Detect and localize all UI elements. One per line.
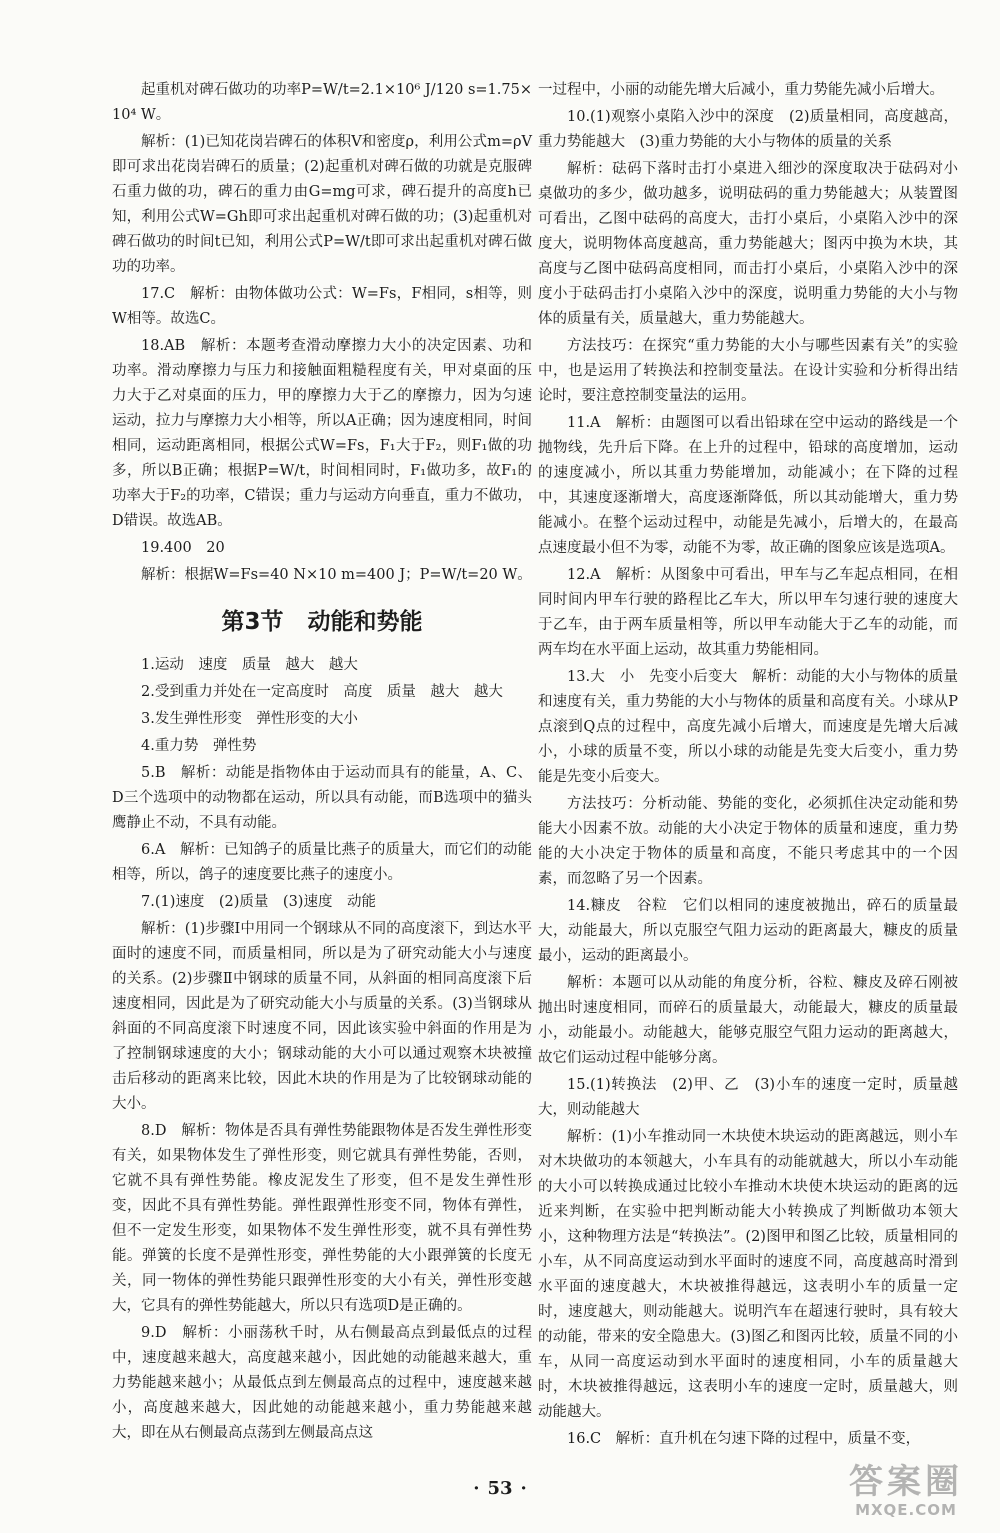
paragraph: 4.重力势 弹性势 [141,738,257,754]
section-title [112,610,532,635]
paragraph: 13.大 小 先变小后变大 解析：动能的大小与物体的质量和速度有关，重力势能的大小与物体的质量和高度有关。小球从P点滚到Q点的过程中，高度先减小后增大，而速度是先增大后减小，小球的质量不变，所以小球的动能是先变大后变小，重力势能是先变小后变大。 [538,669,958,785]
paragraph: 8.D 解析：物体是否具有弹性势能跟物体是否发生弹性形变有关，如果物体发生了弹性形变，则它就具有弹性势能，否则，它就不具有弹性势能。橡皮泥发生了形变，但不是发生弹性形变，因此不具有弹性势能。弹性跟弹性形变不同，物体有弹性，但不一定发生形变，如果物体不发生弹性形变，就不具有弹性势能。弹簧的长度不是弹性形变，弹性势能的大小跟弹簧的长度无关，同一物体的弹性势能只跟弹性形变的大小有关，弹性形变越大，它具有的弹性势能越大，所以只有选项D是正确的。 [112,1123,532,1314]
watermark [826,1463,986,1521]
page-number: · 53 · [473,1478,527,1499]
paragraph: 5.B 解析：动能是指物体由于运动而具有的能量，A、C、D三个选项中的动物都在运动，所以具有动能，而B选项中的猫头鹰静止不动，不具有动能。 [112,765,532,831]
paragraph: 方法技巧：分析动能、势能的变化，必须抓住决定动能和势能大小因素不放。动能的大小决定于物体的质量和速度，重力势能的大小决定于物体的质量和高度，不能只考虑其中的一个因素，而忽略了另一个因素。 [538,796,958,887]
paragraph: 解析：本题可以从动能的角度分析，谷粒、糠皮及碎石刚被抛出时速度相同，而碎石的质量最大，动能最大，糠皮的质量最小，动能最小。动能越大，能够克服空气阻力运动的距离越大，故它们运动过程中能够分离。 [538,975,958,1066]
paragraph: 2.受到重力并处在一定高度时 高度 质量 越大 越大 [141,684,503,700]
paragraph: 解析：根据W=Fs=40 N×10 m=400 J；P=W/t=20 W。 [141,567,532,583]
paragraph: 解析：(1)步骤Ⅰ中用同一个钢球从不同的高度滚下，到达水平面时的速度不同，而质量相同，所以是为了研究动能大小与速度的关系。(2)步骤Ⅱ中钢球的质量不同，从斜面的相同高度滚下后速度相同，因此是为了研究动能大小与质量的关系。(3)当钢球从斜面的不同高度滚下时速度不同，因此该实验中斜面的作用是为了控制钢球速度的大小；钢球动能的大小可以通过观察木块被撞击后移动的距离来比较，因此木块的作用是为了比较钢球动能的大小。 [112,921,532,1112]
paragraph: 11.A 解析：由题图可以看出铅球在空中运动的路线是一个抛物线，先升后下降。在上升的过程中，铅球的高度增加，运动的速度减小，所以其重力势能增加，动能减小；在下降的过程中，其速度逐渐增大，高度逐渐降低，所以其动能增大，重力势能减小。在整个运动过程中，动能是先减小，后增大的，在最高点速度最小但不为零，动能不为零，故正确的图象应该是选项A。 [538,415,958,556]
paragraph: 14.糠皮 谷粒 它们以相同的速度被抛出，碎石的质量最大，动能最大，所以克服空气阻力运动的距离最大，糠皮的质量最小，运动的距离最小。 [538,898,958,964]
page-number-value: 53 [487,1478,513,1499]
paragraph: 7.(1)速度 (2)质量 (3)速度 动能 [141,894,376,910]
paragraph: 9.D 解析：小丽荡秋千时，从右侧最高点到最低点的过程中，速度越来越大，高度越来越小，因此她的动能越来越大，重力势能越来越小；从最低点到左侧最高点的过程中，速度越来越小，高度越来越大，因此她的动能越来越小，重力势能越来越大，即在从右侧最高点荡到左侧最高点这 [112,1325,532,1441]
paragraph: 解析：(1)小车推动同一木块使木块运动的距离越远，则小车对木块做功的本领越大，小车具有的动能就越大，所以小车动能的大小可以转换成通过比较小车推动木块使木块运动的距离的远近来判断，在实验中把判断动能大小转换成了判断做功本领大小，这种物理方法是“转换法”。(2)图甲和图乙比较，质量相同的小车，从不同高度运动到水平面时的速度不同，高度越高时滑到水平面的速度越大，木块被推得越远，这表明小车的质量一定时，速度越大，则动能越大。说明汽车在超速行驶时，具有较大的动能，带来的安全隐患大。(3)图乙和图丙比较，质量不同的小车，从同一高度运动到水平面时的速度相同，小车的质量越大时，木块被推得越远，这表明小车的速度一定时，质量越大，则动能越大。 [538,1129,958,1420]
section-name: 动能和势能 [307,609,423,635]
paragraph: 16.C 解析：直升机在匀速下降的过程中，质量不变， [567,1431,921,1447]
paragraph: 一过程中，小丽的动能先增大后减小，重力势能先减小后增大。 [538,82,944,98]
paragraph: 15.(1)转换法 (2)甲、乙 (3)小车的速度一定时，质量越大，则动能越大 [538,1077,958,1118]
paragraph: 18.AB 解析：本题考查滑动摩擦力大小的决定因素、功和功率。滑动摩擦力与压力和接触面粗糙程度有关，甲对桌面的压力大于乙对桌面的压力，甲的摩擦力大于乙的摩擦力，因为匀速运动，拉力与摩擦力大小相等，所以A正确；因为速度相同，时间相同，运动距离相同，根据公式W=Fs，F₁大于F₂，则F₁做的功多，所以B正确；根据P=W/t，时间相同时，F₁做功多，故F₁的功率大于F₂的功率，C错误；重力与运动方向垂直，重力不做功，D错误。故选AB。 [112,338,532,529]
left-column [112,78,532,1448]
paragraph: 3.发生弹性形变 弹性形变的大小 [141,711,358,727]
paragraph: 解析：砝码下落时击打小桌进入细沙的深度取决于砝码对小桌做功的多少，做功越多，说明砝码的重力势能越大；从装置图可看出，乙图中砝码的高度大，击打小桌后，小桌陷入沙中的深度大，说明物体高度越高，重力势能越大；图丙中换为木块，其高度与乙图中砝码高度相同，而击打小桌后，小桌陷入沙中的深度小于砝码击打小桌陷入沙中的深度，说明重力势能的大小与物体的质量有关，质量越大，重力势能越大。 [538,161,958,327]
paragraph: 1.运动 速度 质量 越大 越大 [141,657,358,673]
paragraph: 方法技巧：在探究“重力势能的大小与哪些因素有关”的实验中，也是运用了转换法和控制变量法。在设计实验和分析得出结论时，要注意控制变量法的运用。 [538,338,958,404]
section-number: 第3节 [221,609,284,635]
paragraph: 12.A 解析：从图象中可看出，甲车与乙车起点相同，在相同时间内甲车行驶的路程比乙车大，所以甲车匀速行驶的速度大于乙车，由于两车质量相等，所以甲车动能大于乙车的动能，而两车均在水平面上运动，故其重力势能相同。 [538,567,958,658]
paragraph: 6.A 解析：已知鸽子的质量比燕子的质量大，而它们的动能相等，所以，鸽子的速度要比燕子的速度小。 [112,842,532,883]
paragraph: 19.400 20 [141,540,225,556]
watermark-url: MXQE.COM [855,1501,957,1519]
watermark-logo: 答案圈 [849,1462,963,1502]
right-column [538,78,958,1454]
paragraph: 起重机对碑石做功的功率P=W/t=2.1×10⁶ J/120 s=1.75×10⁴ W。 [112,82,532,123]
paragraph: 17.C 解析：由物体做功公式：W=Fs，F相同，s相等，则W相等。故选C。 [112,286,532,327]
paragraph: 解析：(1)已知花岗岩碑石的体积V和密度ρ，利用公式m=ρV即可求出花岗岩碑石的质量；(2)起重机对碑石做的功就是克服碑石重力做的功，碑石的重力由G=mg可求，碑石提升的高度h已知，利用公式W=Gh即可求出起重机对碑石做的功；(3)起重机对碑石做功的时间t已知，利用公式P=W/t即可求出起重机对碑石做功的功率。 [112,134,532,275]
paragraph: 10.(1)观察小桌陷入沙中的深度 (2)质量相同，高度越高，重力势能越大 (3)重力势能的大小与物体的质量的关系 [538,109,958,150]
